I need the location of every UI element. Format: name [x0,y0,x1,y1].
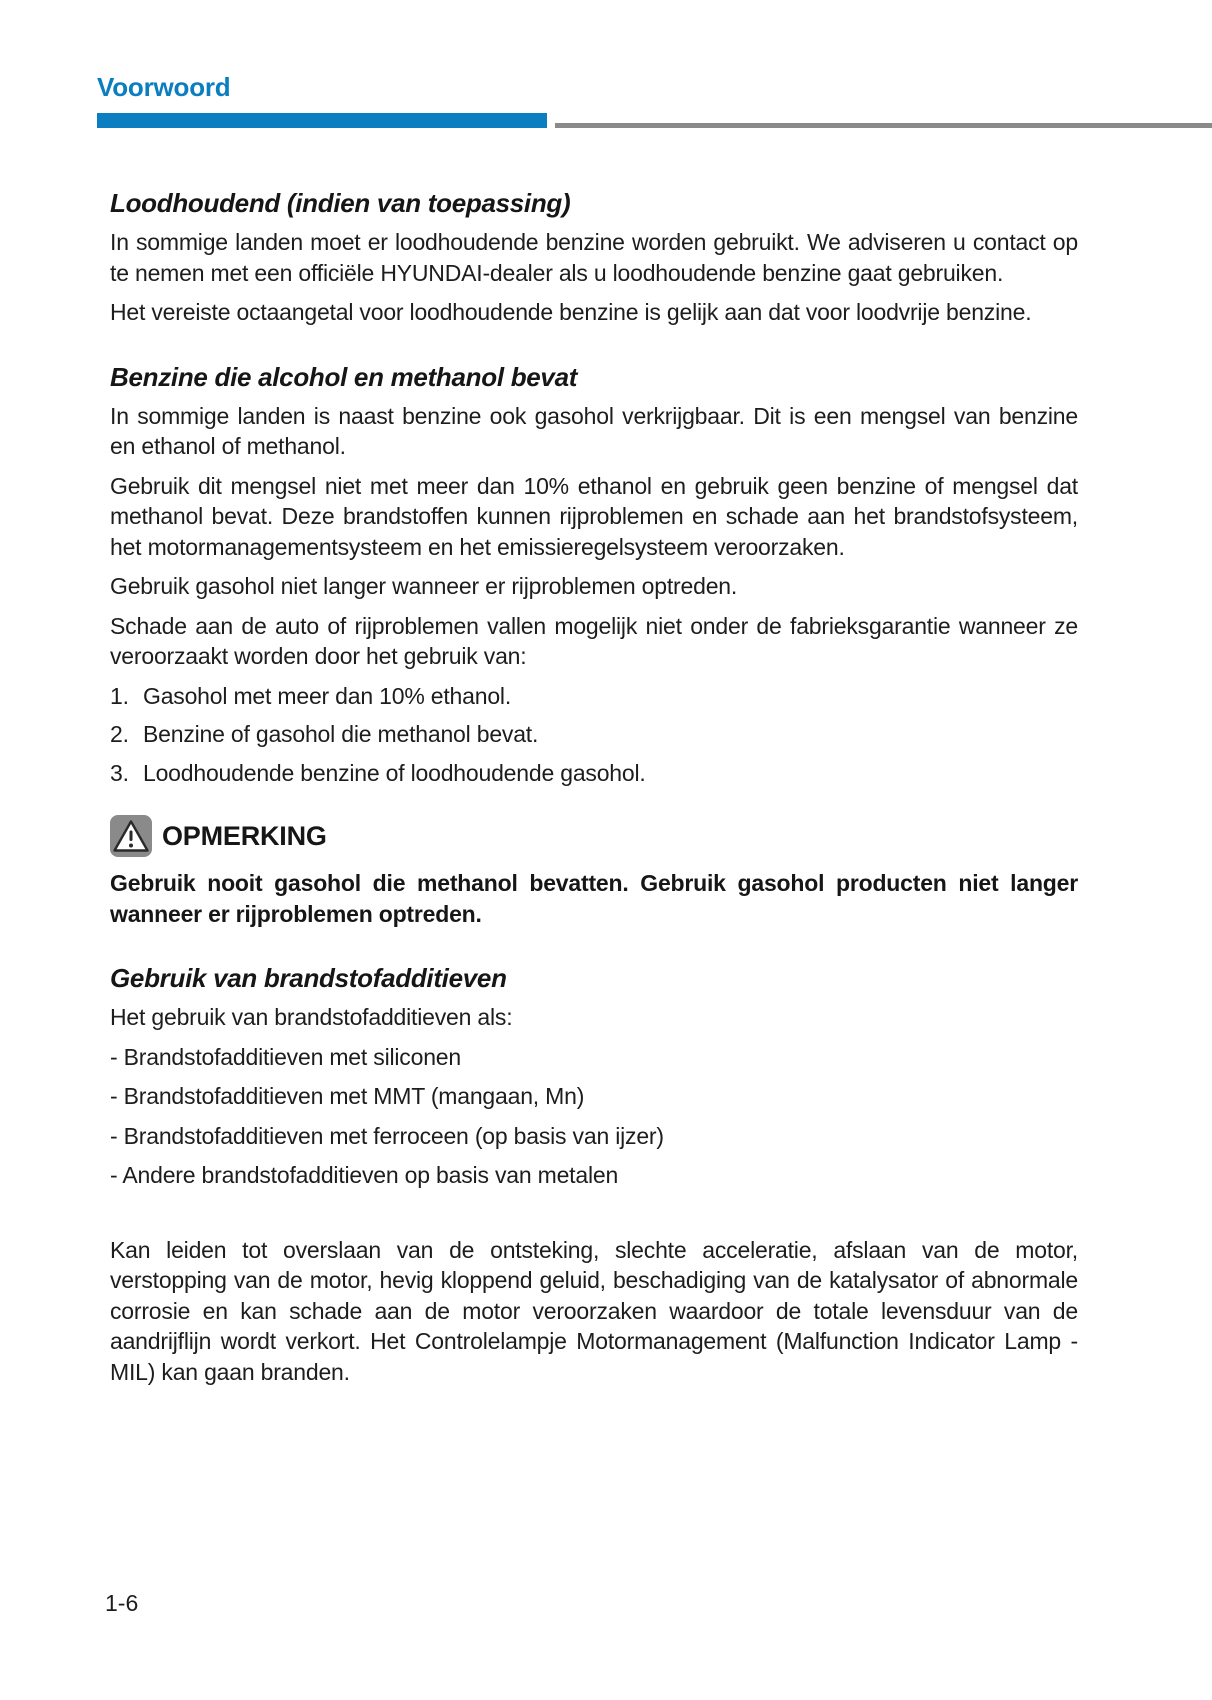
list-item [110,758,1078,789]
dash-list-item: - Brandstofadditieven met ferroceen (op basis van ijzer) [110,1122,664,1149]
paragraph: Gebruik dit mengsel niet met meer dan 10% ethanol en gebruik geen benzine of mengsel dat methanol bevat. Deze brandstoffen kunnen rijproblemen en schade aan het brandstofsysteem, het motormanagementsysteem en het emissieregelsysteem veroorzaken. [110,472,1078,560]
list-item [110,681,1078,712]
dash-list-item: - Brandstofadditieven met MMT (mangaan, Mn) [110,1083,585,1109]
list-item-text: Gasohol met meer dan 10% ethanol. [143,682,512,709]
section-heading-brandstofadditieven: Gebruik van brandstofadditieven [110,963,507,993]
note-header [110,815,1078,857]
page-content [110,188,1078,1387]
warning-triangle-icon [110,815,152,857]
paragraph: Kan leiden tot overslaan van de ontsteking, slechte acceleratie, afslaan van de motor, verstopping van de motor, hevig kloppend geluid, beschadiging van de katalysator of abnormale corrosie en kan schade aan de motor veroorzaken waardoor de totale levensduur van de aandrijflijn wordt verkort. Het Controlelampje Motormanagement (Malfunction Indicator Lamp - MIL) kan gaan branden. [110,1236,1078,1385]
note-block [110,815,1078,929]
page-header [0,72,1212,128]
paragraph: Het vereiste octaangetal voor loodhoudende benzine is gelijk aan dat voor loodvrije benzine. [110,299,1032,325]
section-heading-loodhoudend: Loodhoudend (indien van toepassing) [110,188,571,218]
chapter-title: Voorwoord [97,72,231,102]
numbered-list [110,681,1078,789]
paragraph: Het gebruik van brandstofadditieven als: [110,1004,513,1030]
header-rule [97,113,1212,128]
note-text: Gebruik nooit gasohol die methanol bevatten. Gebruik gasohol producten niet langer wanneer er rijproblemen optreden. [110,870,1078,927]
note-title: OPMERKING [162,820,327,851]
list-item-text: Benzine of gasohol die methanol bevat. [143,721,539,747]
page-number: 1-6 [105,1590,139,1616]
list-item [110,719,1078,750]
paragraph: Schade aan de auto of rijproblemen vallen mogelijk niet onder de fabrieksgarantie wanneer ze veroorzaakt worden door het gebruik van: [110,612,1078,669]
section-heading-benzine-alcohol: Benzine die alcohol en methanol bevat [110,361,578,392]
list-item-number: 2. [110,721,129,747]
paragraph: In sommige landen moet er loodhoudende benzine worden gebruikt. We adviseren u contact op te nemen met een officiële HYUNDAI-dealer als u loodhoudende benzine gaat gebruiken. [110,229,1078,286]
header-accent-bar [97,113,547,128]
list-item-number: 1. [110,682,129,709]
dash-list-item: - Andere brandstofadditieven op basis van metalen [110,1162,619,1188]
paragraph: In sommige landen is naast benzine ook gasohol verkrijgbaar. Dit is een mengsel van benzine en ethanol of methanol. [110,402,1078,459]
list-item-number: 3. [110,759,129,786]
list-item-text: Loodhoudende benzine of loodhoudende gasohol. [143,759,646,786]
dash-list-item: - Brandstofadditieven met siliconen [110,1043,461,1070]
paragraph: Gebruik gasohol niet langer wanneer er rijproblemen optreden. [110,573,738,599]
header-rule-line [555,123,1212,128]
